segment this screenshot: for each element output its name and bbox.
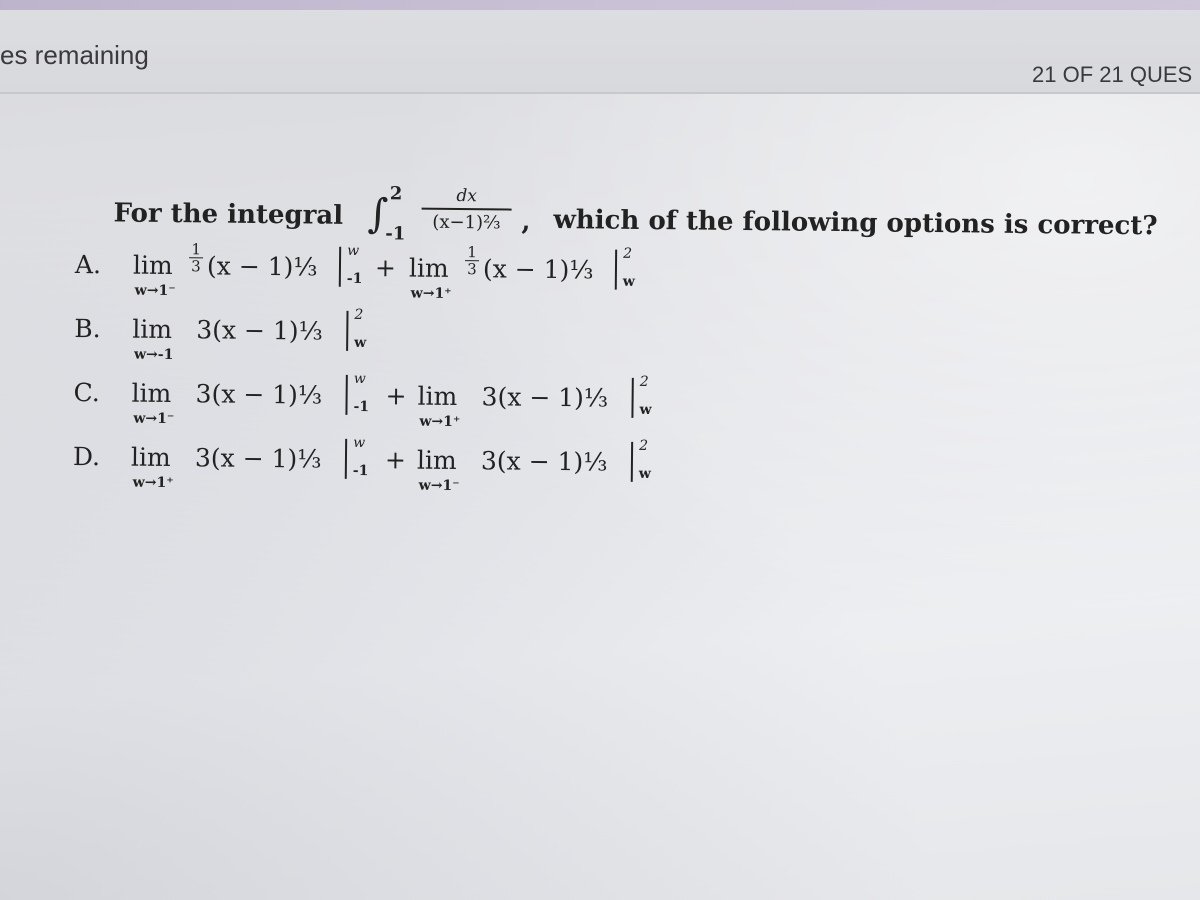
coefficient-denominator: 3 [191,257,201,276]
lower-bound: w [638,465,651,483]
option-letter: C. [73,377,100,408]
evaluation-bar [339,247,341,287]
prompt-suffix: which of the following options is correct? [553,205,1158,242]
question-prompt [75,168,1176,250]
header-divider [0,92,1200,94]
integrand-denominator: (x−1)²⁄₃ [432,211,501,234]
antiderivative-expression: 3(x − 1)¹⁄₃ [195,379,323,410]
evaluation-bar [631,378,633,418]
lim-operator: lim [131,378,172,409]
evaluation-bar [615,250,617,290]
lim-operator: lim [417,381,458,412]
upper-bound: 2 [623,245,633,262]
option-letter: A. [74,249,102,280]
upper-bound: w [353,370,366,388]
evaluation-bar [345,375,347,415]
lower-bound: w [639,401,652,419]
top-accent-stripe [0,0,1200,10]
upper-bound: w [353,434,366,452]
integrand-numerator: dx [422,186,512,211]
question-block [73,168,1176,506]
plus-sign: + [374,253,397,283]
upper-bound: 2 [639,373,649,391]
lim-subscript: w→-1 [133,346,174,364]
option-letter: B. [74,313,101,344]
lim-operator: lim [132,250,173,281]
lower-bound: -1 [346,270,363,288]
question-progress-label: 21 OF 21 QUES [1032,62,1193,87]
lim-subscript: w→1⁻ [418,477,460,495]
lim-subscript: w→1⁺ [419,413,461,431]
integral-lower-limit: -1 [385,223,406,245]
quiz-header [0,10,1200,92]
evaluation-bar [346,311,348,351]
antiderivative-expression: (x − 1)¹⁄₃ [206,251,318,282]
time-remaining-label: es remaining [0,40,149,70]
option-c[interactable] [73,366,1174,442]
option-b[interactable] [74,302,1175,378]
lower-bound: -1 [353,398,370,416]
lower-bound: -1 [352,462,369,480]
lim-subscript: w→1⁺ [132,474,174,492]
integrand-fraction [421,186,511,234]
plus-sign: + [385,381,407,411]
coefficient-numerator: 1 [189,241,203,258]
upper-bound: 2 [639,437,649,455]
lim-subscript: w→1⁻ [134,282,176,300]
upper-bound: 2 [354,306,364,324]
option-letter: D. [72,441,101,472]
option-d[interactable] [73,430,1174,506]
evaluation-bar [631,442,633,482]
lim-operator: lim [130,442,171,473]
integral-upper-limit: 2 [389,183,403,205]
lim-subscript: w→1⁻ [133,410,175,428]
evaluation-bar [345,439,347,479]
lower-bound: w [354,334,367,352]
antiderivative-expression: 3(x − 1)¹⁄₃ [480,446,608,477]
prompt-comma: , [521,206,531,237]
coefficient-numerator: 1 [465,244,479,261]
upper-bound: w [347,242,360,259]
prompt-prefix: For the integral [113,198,344,231]
lim-operator: lim [408,253,449,283]
antiderivative-expression: (x − 1)¹⁄₃ [482,254,594,285]
coefficient-fraction [465,244,479,277]
antiderivative-expression: 3(x − 1)¹⁄₃ [194,443,322,474]
coefficient-fraction [189,241,203,274]
lim-operator: lim [416,445,457,476]
antiderivative-expression: 3(x − 1)¹⁄₃ [481,382,609,413]
lim-subscript: w→1⁺ [410,285,452,302]
antiderivative-expression: 3(x − 1)¹⁄₃ [196,315,323,346]
lower-bound: w [622,273,635,290]
lim-operator: lim [132,314,173,345]
option-a[interactable] [75,238,1176,314]
integral-sign: ∫ [367,191,389,238]
coefficient-denominator: 3 [467,260,477,279]
plus-sign: + [384,445,407,475]
